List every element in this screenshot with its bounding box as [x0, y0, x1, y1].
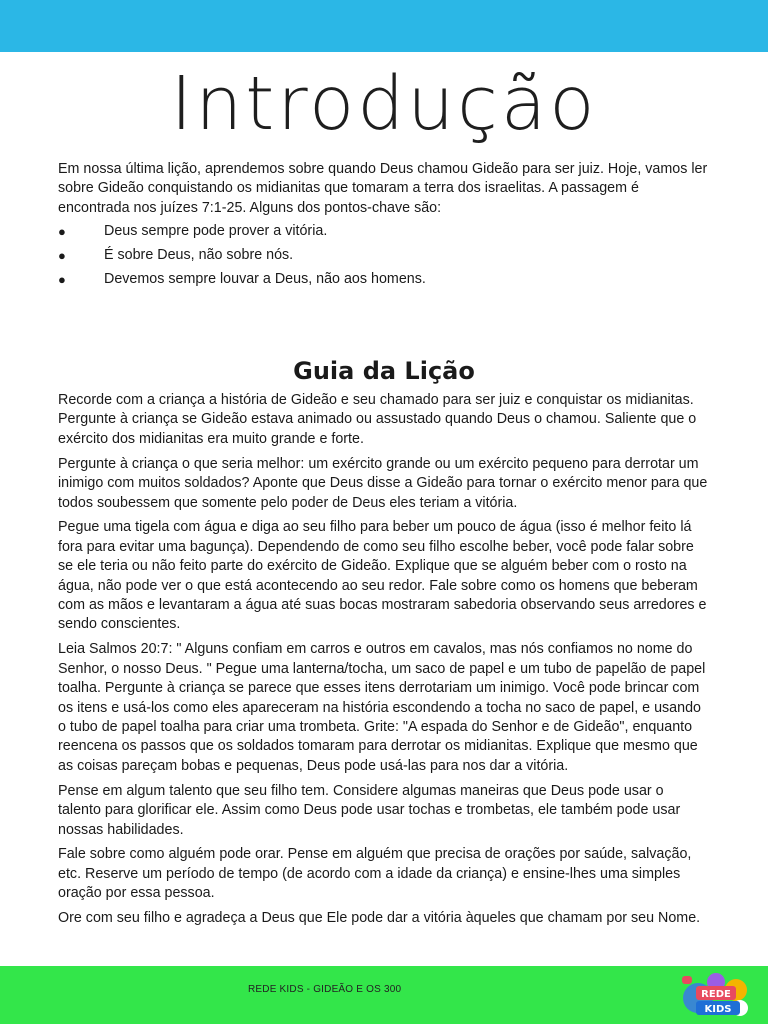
intro-section [58, 160, 710, 294]
section-title: Guia da Lição [293, 357, 475, 385]
footer-text: REDE KIDS - GIDEÃO E OS 300 [248, 984, 402, 995]
lesson-guide-section [58, 391, 710, 934]
key-points-list [58, 222, 710, 294]
list-item: ● Devemos sempre louvar a Deus, não aos homens. [58, 271, 426, 288]
bottom-color-bar [0, 966, 768, 1024]
page-title: Introdução [170, 61, 598, 147]
svg-text:REDE: REDE [701, 989, 731, 1000]
guide-paragraph: Ore com seu filho e agradeça a Deus que Ele pode dar a vitória àqueles que chamam por seu Nome. [58, 910, 701, 927]
top-color-bar [0, 0, 768, 52]
svg-text:KIDS: KIDS [704, 1004, 732, 1015]
guide-paragraph: Pegue uma tigela com água e diga ao seu filho para beber um pouco de água (isso é melhor feito lá fora para evitar uma bagunça). Dependendo de como seu filho escolhe beber, você pode falar sobre se ele teria ou não feito parte do exército de Gideão. Explique que se alguém beber com o rosto na água, não pode ver o que está acontecendo ao seu redor. Fale sobre como os homens que beberam com as mãos e levantaram a água até suas bocas mostraram sabedoria observando seus arredores e sendo conscientes. [58, 519, 707, 633]
list-item: ● É sobre Deus, não sobre nós. [58, 247, 294, 264]
bullet-icon: ● [58, 224, 66, 240]
list-item: ● Deus sempre pode prover a vitória. [58, 223, 328, 240]
guide-paragraph: Leia Salmos 20:7: " Alguns confiam em carros e outros em cavalos, mas nós confiamos no nome do Senhor, o nosso Deus. " Pegue uma lanterna/tocha, um saco de papel e um tubo de papelão de papel toalha. Pergunte à criança se parece que esses itens derrotariam um inimigo. Você pode brincar com os itens e usá-los como eles apareceram na história escondendo a tocha no saco de papel, e usando o tubo de papel toalha para criar uma trombeta. Grite: "A espada do Senhor e de Gideão", enquanto reencena os passos que os soldados tomaram para derrotar os midianitas. Explique que mesmo que as coisas pareçam bobas e pequenas, Deus pode usá-las para nos dar a vitória. [58, 641, 706, 774]
guide-paragraph: Pense em algum talento que seu filho tem. Considere algumas maneiras que Deus pode usar o talento para glorificar ele. Assim como Deus pode usar tochas e trombetas, ele também pode usar nossas habilidades. [58, 782, 681, 838]
guide-paragraph: Recorde com a criança a história de Gideão e seu chamado para ser juiz e conquistar os midianitas. Pergunte à criança se Gideão estava animado ou assustado quando Deus o chamou. Saliente que o exército dos midianitas era muito grande e forte. [58, 392, 697, 447]
rede-kids-logo-icon [678, 968, 754, 1020]
guide-paragraph: Pergunte à criança o que seria melhor: um exército grande ou um exército pequeno para derrotar um inimigo com muitos soldados? Aponte que Deus disse a Gideão para tornar o exército menor para que todos soubessem que somente pelo poder de Deus eles teriam a vitória. [58, 455, 708, 511]
bullet-icon: ● [58, 272, 66, 288]
bullet-icon: ● [58, 248, 66, 264]
intro-paragraph: Em nossa última lição, aprendemos sobre quando Deus chamou Gideão para ser juiz. Hoje, vamos ler sobre Gideão conquistando os midianitas que tomaram a terra dos israelitas. A passagem é encontrada nos juízes 7:1-25. Alguns dos pontos-chave são: [58, 161, 708, 216]
guide-paragraph: Fale sobre como alguém pode orar. Pense em alguém que precisa de orações por saúde, salvação, etc. Reserve um período de tempo (de acordo com a idade da criança) e ensine-lhes uma simples oração por essa pessoa. [58, 846, 692, 902]
